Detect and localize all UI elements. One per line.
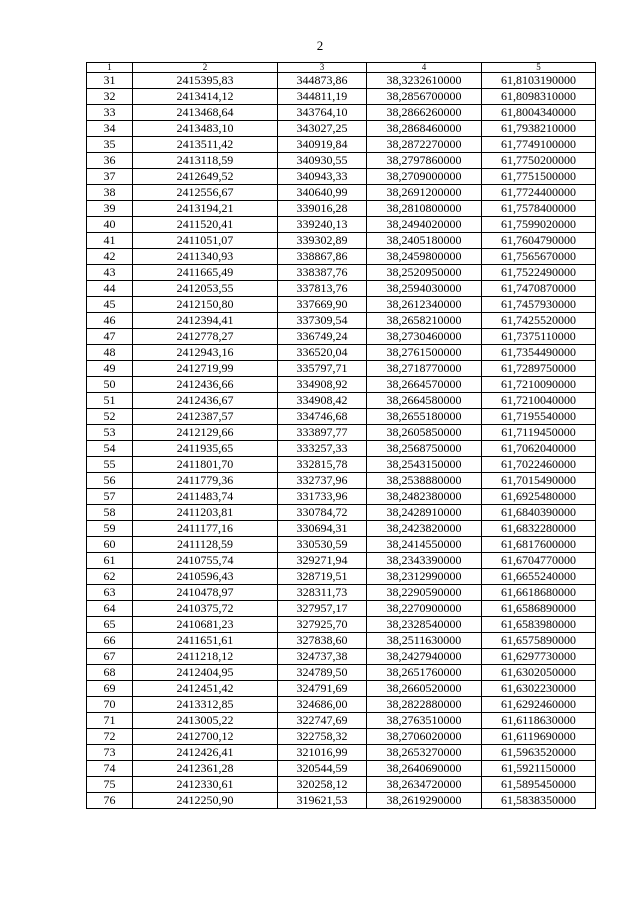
coord-y-cell: 332737,96 (278, 473, 367, 489)
longitude-cell: 38,3232610000 (367, 73, 482, 89)
coord-x-cell: 2411779,36 (133, 473, 278, 489)
longitude-cell: 38,2868460000 (367, 121, 482, 137)
table-row (87, 617, 596, 633)
latitude-cell: 61,7457930000 (482, 297, 596, 313)
point-number-cell: 76 (87, 793, 133, 809)
latitude-cell: 61,7470870000 (482, 281, 596, 297)
coord-y-cell: 344811,19 (278, 89, 367, 105)
latitude-cell: 61,6704770000 (482, 553, 596, 569)
coord-y-cell: 340943,33 (278, 169, 367, 185)
coord-y-cell: 333257,33 (278, 441, 367, 457)
coord-x-cell: 2410755,74 (133, 553, 278, 569)
coord-y-cell: 338387,76 (278, 265, 367, 281)
coord-y-cell: 319621,53 (278, 793, 367, 809)
coord-y-cell: 334908,92 (278, 377, 367, 393)
table-row (87, 505, 596, 521)
latitude-cell: 61,6618680000 (482, 585, 596, 601)
point-number-cell: 33 (87, 105, 133, 121)
latitude-cell: 61,6292460000 (482, 697, 596, 713)
longitude-cell: 38,2568750000 (367, 441, 482, 457)
point-number-cell: 37 (87, 169, 133, 185)
table-row (87, 681, 596, 697)
table-row (87, 649, 596, 665)
coord-x-cell: 2411203,81 (133, 505, 278, 521)
table-row (87, 313, 596, 329)
coord-y-cell: 331733,96 (278, 489, 367, 505)
coord-x-cell: 2411665,49 (133, 265, 278, 281)
longitude-cell: 38,2605850000 (367, 425, 482, 441)
table-row (87, 697, 596, 713)
point-number-cell: 68 (87, 665, 133, 681)
point-number-cell: 75 (87, 777, 133, 793)
point-number-cell: 58 (87, 505, 133, 521)
longitude-cell: 38,2343390000 (367, 553, 482, 569)
coord-x-cell: 2412150,80 (133, 297, 278, 313)
longitude-cell: 38,2538880000 (367, 473, 482, 489)
table-row (87, 185, 596, 201)
longitude-cell: 38,2520950000 (367, 265, 482, 281)
longitude-cell: 38,2612340000 (367, 297, 482, 313)
coord-x-cell: 2411483,74 (133, 489, 278, 505)
latitude-cell: 61,6840390000 (482, 505, 596, 521)
coord-y-cell: 332815,78 (278, 457, 367, 473)
latitude-cell: 61,6302050000 (482, 665, 596, 681)
longitude-cell: 38,2730460000 (367, 329, 482, 345)
coord-y-cell: 321016,99 (278, 745, 367, 761)
latitude-cell: 61,7750200000 (482, 153, 596, 169)
longitude-cell: 38,2763510000 (367, 713, 482, 729)
latitude-cell: 61,6925480000 (482, 489, 596, 505)
point-number-cell: 55 (87, 457, 133, 473)
latitude-cell: 61,8004340000 (482, 105, 596, 121)
point-number-cell: 74 (87, 761, 133, 777)
longitude-cell: 38,2664570000 (367, 377, 482, 393)
coord-y-cell: 324791,69 (278, 681, 367, 697)
latitude-cell: 61,6655240000 (482, 569, 596, 585)
point-number-cell: 60 (87, 537, 133, 553)
latitude-cell: 61,7604790000 (482, 233, 596, 249)
longitude-cell: 38,2459800000 (367, 249, 482, 265)
table-row (87, 89, 596, 105)
longitude-cell: 38,2664580000 (367, 393, 482, 409)
coord-x-cell: 2410478,97 (133, 585, 278, 601)
point-number-cell: 71 (87, 713, 133, 729)
column-header-4: 4 (367, 63, 482, 73)
table-row (87, 249, 596, 265)
coord-x-cell: 2413414,12 (133, 89, 278, 105)
longitude-cell: 38,2312990000 (367, 569, 482, 585)
coord-x-cell: 2412250,90 (133, 793, 278, 809)
table-row (87, 569, 596, 585)
table-row (87, 745, 596, 761)
longitude-cell: 38,2810800000 (367, 201, 482, 217)
coord-x-cell: 2412451,42 (133, 681, 278, 697)
longitude-cell: 38,2634720000 (367, 777, 482, 793)
coord-x-cell: 2413468,64 (133, 105, 278, 121)
longitude-cell: 38,2651760000 (367, 665, 482, 681)
coord-x-cell: 2411051,07 (133, 233, 278, 249)
coord-y-cell: 339302,89 (278, 233, 367, 249)
latitude-cell: 61,7599020000 (482, 217, 596, 233)
coord-x-cell: 2411801,70 (133, 457, 278, 473)
latitude-cell: 61,6583980000 (482, 617, 596, 633)
table-row (87, 217, 596, 233)
table-row (87, 537, 596, 553)
coord-y-cell: 324789,50 (278, 665, 367, 681)
coord-y-cell: 340640,99 (278, 185, 367, 201)
coord-y-cell: 327957,17 (278, 601, 367, 617)
latitude-cell: 61,5895450000 (482, 777, 596, 793)
coord-y-cell: 320258,12 (278, 777, 367, 793)
coord-y-cell: 330530,59 (278, 537, 367, 553)
latitude-cell: 61,7375110000 (482, 329, 596, 345)
latitude-cell: 61,7210090000 (482, 377, 596, 393)
column-header-2: 2 (133, 63, 278, 73)
page-number: 2 (316, 38, 324, 53)
point-number-cell: 62 (87, 569, 133, 585)
longitude-cell: 38,2594030000 (367, 281, 482, 297)
point-number-cell: 69 (87, 681, 133, 697)
coord-x-cell: 2412700,12 (133, 729, 278, 745)
latitude-cell: 61,5963520000 (482, 745, 596, 761)
coord-y-cell: 339016,28 (278, 201, 367, 217)
coord-x-cell: 2412394,41 (133, 313, 278, 329)
coord-x-cell: 2412330,61 (133, 777, 278, 793)
longitude-cell: 38,2414550000 (367, 537, 482, 553)
latitude-cell: 61,7354490000 (482, 345, 596, 361)
coord-y-cell: 335797,71 (278, 361, 367, 377)
coord-y-cell: 329271,94 (278, 553, 367, 569)
longitude-cell: 38,2640690000 (367, 761, 482, 777)
coord-y-cell: 322758,32 (278, 729, 367, 745)
coord-y-cell: 320544,59 (278, 761, 367, 777)
longitude-cell: 38,2423820000 (367, 521, 482, 537)
longitude-cell: 38,2290590000 (367, 585, 482, 601)
latitude-cell: 61,8103190000 (482, 73, 596, 89)
coord-y-cell: 343764,10 (278, 105, 367, 121)
table-row (87, 473, 596, 489)
latitude-cell: 61,7062040000 (482, 441, 596, 457)
longitude-cell: 38,2405180000 (367, 233, 482, 249)
coord-x-cell: 2412436,66 (133, 377, 278, 393)
latitude-cell: 61,7015490000 (482, 473, 596, 489)
latitude-cell: 61,7751500000 (482, 169, 596, 185)
table-row (87, 345, 596, 361)
latitude-cell: 61,7749100000 (482, 137, 596, 153)
latitude-cell: 61,7522490000 (482, 265, 596, 281)
table-row (87, 585, 596, 601)
longitude-cell: 38,2706020000 (367, 729, 482, 745)
coord-y-cell: 328719,51 (278, 569, 367, 585)
table-row (87, 377, 596, 393)
point-number-cell: 36 (87, 153, 133, 169)
latitude-cell: 61,6817600000 (482, 537, 596, 553)
point-number-cell: 56 (87, 473, 133, 489)
table-row (87, 121, 596, 137)
coord-y-cell: 339240,13 (278, 217, 367, 233)
table-row (87, 73, 596, 89)
point-number-cell: 66 (87, 633, 133, 649)
coord-x-cell: 2413118,59 (133, 153, 278, 169)
coord-y-cell: 343027,25 (278, 121, 367, 137)
coord-x-cell: 2411128,59 (133, 537, 278, 553)
point-number-cell: 57 (87, 489, 133, 505)
coord-x-cell: 2415395,83 (133, 73, 278, 89)
coord-x-cell: 2412053,55 (133, 281, 278, 297)
point-number-cell: 38 (87, 185, 133, 201)
point-number-cell: 70 (87, 697, 133, 713)
latitude-cell: 61,7195540000 (482, 409, 596, 425)
header-row (87, 63, 596, 73)
table-row (87, 281, 596, 297)
table-row (87, 665, 596, 681)
coordinates-table (86, 62, 596, 809)
longitude-cell: 38,2822880000 (367, 697, 482, 713)
point-number-cell: 48 (87, 345, 133, 361)
point-number-cell: 52 (87, 409, 133, 425)
coord-x-cell: 2411935,65 (133, 441, 278, 457)
coord-x-cell: 2412556,67 (133, 185, 278, 201)
longitude-cell: 38,2270900000 (367, 601, 482, 617)
coord-x-cell: 2412129,66 (133, 425, 278, 441)
table-body (87, 73, 596, 809)
coord-x-cell: 2412778,27 (133, 329, 278, 345)
point-number-cell: 51 (87, 393, 133, 409)
point-number-cell: 39 (87, 201, 133, 217)
table-row (87, 521, 596, 537)
coord-x-cell: 2413483,10 (133, 121, 278, 137)
point-number-cell: 67 (87, 649, 133, 665)
point-number-cell: 41 (87, 233, 133, 249)
coord-y-cell: 336749,24 (278, 329, 367, 345)
table-row (87, 761, 596, 777)
longitude-cell: 38,2718770000 (367, 361, 482, 377)
coord-x-cell: 2412649,52 (133, 169, 278, 185)
table-row (87, 153, 596, 169)
table-row (87, 489, 596, 505)
column-header-1: 1 (87, 63, 133, 73)
table-row (87, 553, 596, 569)
longitude-cell: 38,2709000000 (367, 169, 482, 185)
coord-y-cell: 324737,38 (278, 649, 367, 665)
point-number-cell: 63 (87, 585, 133, 601)
longitude-cell: 38,2797860000 (367, 153, 482, 169)
point-number-cell: 72 (87, 729, 133, 745)
coord-x-cell: 2411520,41 (133, 217, 278, 233)
table-row (87, 409, 596, 425)
coord-y-cell: 324686,00 (278, 697, 367, 713)
coord-x-cell: 2411218,12 (133, 649, 278, 665)
longitude-cell: 38,2660520000 (367, 681, 482, 697)
point-number-cell: 65 (87, 617, 133, 633)
coord-x-cell: 2411177,16 (133, 521, 278, 537)
longitude-cell: 38,2511630000 (367, 633, 482, 649)
table-row (87, 233, 596, 249)
coord-y-cell: 330694,31 (278, 521, 367, 537)
coord-y-cell: 340919,84 (278, 137, 367, 153)
point-number-cell: 35 (87, 137, 133, 153)
latitude-cell: 61,5838350000 (482, 793, 596, 809)
coord-x-cell: 2410375,72 (133, 601, 278, 617)
coord-y-cell: 334908,42 (278, 393, 367, 409)
table-row (87, 393, 596, 409)
latitude-cell: 61,7425520000 (482, 313, 596, 329)
table-row (87, 425, 596, 441)
coord-y-cell: 327838,60 (278, 633, 367, 649)
coord-y-cell: 328311,73 (278, 585, 367, 601)
point-number-cell: 32 (87, 89, 133, 105)
latitude-cell: 61,8098310000 (482, 89, 596, 105)
coord-x-cell: 2412719,99 (133, 361, 278, 377)
coord-x-cell: 2413194,21 (133, 201, 278, 217)
table-row (87, 105, 596, 121)
point-number-cell: 47 (87, 329, 133, 345)
coord-x-cell: 2412404,95 (133, 665, 278, 681)
point-number-cell: 73 (87, 745, 133, 761)
point-number-cell: 46 (87, 313, 133, 329)
longitude-cell: 38,2691200000 (367, 185, 482, 201)
latitude-cell: 61,7289750000 (482, 361, 596, 377)
table-row (87, 601, 596, 617)
latitude-cell: 61,6119690000 (482, 729, 596, 745)
coord-x-cell: 2412387,57 (133, 409, 278, 425)
coord-x-cell: 2412361,28 (133, 761, 278, 777)
latitude-cell: 61,5921150000 (482, 761, 596, 777)
point-number-cell: 61 (87, 553, 133, 569)
point-number-cell: 31 (87, 73, 133, 89)
latitude-cell: 61,7119450000 (482, 425, 596, 441)
table-row (87, 361, 596, 377)
point-number-cell: 42 (87, 249, 133, 265)
coord-y-cell: 337813,76 (278, 281, 367, 297)
longitude-cell: 38,2856700000 (367, 89, 482, 105)
point-number-cell: 50 (87, 377, 133, 393)
latitude-cell: 61,7938210000 (482, 121, 596, 137)
coord-y-cell: 340930,55 (278, 153, 367, 169)
point-number-cell: 53 (87, 425, 133, 441)
coord-x-cell: 2412943,16 (133, 345, 278, 361)
coord-x-cell: 2411651,61 (133, 633, 278, 649)
table-row (87, 457, 596, 473)
latitude-cell: 61,6586890000 (482, 601, 596, 617)
coord-y-cell: 338867,86 (278, 249, 367, 265)
coord-x-cell: 2413005,22 (133, 713, 278, 729)
coord-y-cell: 337309,54 (278, 313, 367, 329)
coord-y-cell: 344873,86 (278, 73, 367, 89)
coord-y-cell: 333897,77 (278, 425, 367, 441)
table-row (87, 265, 596, 281)
point-number-cell: 49 (87, 361, 133, 377)
latitude-cell: 61,6118630000 (482, 713, 596, 729)
longitude-cell: 38,2866260000 (367, 105, 482, 121)
column-header-3: 3 (278, 63, 367, 73)
coord-x-cell: 2413312,85 (133, 697, 278, 713)
coord-x-cell: 2412426,41 (133, 745, 278, 761)
longitude-cell: 38,2658210000 (367, 313, 482, 329)
latitude-cell: 61,7210040000 (482, 393, 596, 409)
longitude-cell: 38,2619290000 (367, 793, 482, 809)
longitude-cell: 38,2428910000 (367, 505, 482, 521)
coord-y-cell: 327925,70 (278, 617, 367, 633)
table-row (87, 729, 596, 745)
coord-x-cell: 2413511,42 (133, 137, 278, 153)
latitude-cell: 61,6832280000 (482, 521, 596, 537)
table-row (87, 329, 596, 345)
point-number-cell: 54 (87, 441, 133, 457)
latitude-cell: 61,6575890000 (482, 633, 596, 649)
latitude-cell: 61,7578400000 (482, 201, 596, 217)
coord-x-cell: 2412436,67 (133, 393, 278, 409)
latitude-cell: 61,7565670000 (482, 249, 596, 265)
point-number-cell: 44 (87, 281, 133, 297)
table-row (87, 137, 596, 153)
table-row (87, 201, 596, 217)
longitude-cell: 38,2872270000 (367, 137, 482, 153)
latitude-cell: 61,6302230000 (482, 681, 596, 697)
table-row (87, 297, 596, 313)
coord-y-cell: 336520,04 (278, 345, 367, 361)
latitude-cell: 61,7724400000 (482, 185, 596, 201)
longitude-cell: 38,2482380000 (367, 489, 482, 505)
point-number-cell: 64 (87, 601, 133, 617)
longitude-cell: 38,2427940000 (367, 649, 482, 665)
point-number-cell: 40 (87, 217, 133, 233)
coord-x-cell: 2410596,43 (133, 569, 278, 585)
longitude-cell: 38,2328540000 (367, 617, 482, 633)
coord-x-cell: 2410681,23 (133, 617, 278, 633)
coord-y-cell: 322747,69 (278, 713, 367, 729)
longitude-cell: 38,2761500000 (367, 345, 482, 361)
table-row (87, 713, 596, 729)
latitude-cell: 61,7022460000 (482, 457, 596, 473)
longitude-cell: 38,2655180000 (367, 409, 482, 425)
coord-y-cell: 334746,68 (278, 409, 367, 425)
table-row (87, 793, 596, 809)
longitude-cell: 38,2494020000 (367, 217, 482, 233)
table-row (87, 633, 596, 649)
latitude-cell: 61,6297730000 (482, 649, 596, 665)
longitude-cell: 38,2653270000 (367, 745, 482, 761)
longitude-cell: 38,2543150000 (367, 457, 482, 473)
point-number-cell: 59 (87, 521, 133, 537)
point-number-cell: 43 (87, 265, 133, 281)
coord-x-cell: 2411340,93 (133, 249, 278, 265)
point-number-cell: 34 (87, 121, 133, 137)
coord-y-cell: 337669,90 (278, 297, 367, 313)
column-header-5: 5 (482, 63, 596, 73)
table-row (87, 777, 596, 793)
point-number-cell: 45 (87, 297, 133, 313)
table-row (87, 441, 596, 457)
table-row (87, 169, 596, 185)
coord-y-cell: 330784,72 (278, 505, 367, 521)
